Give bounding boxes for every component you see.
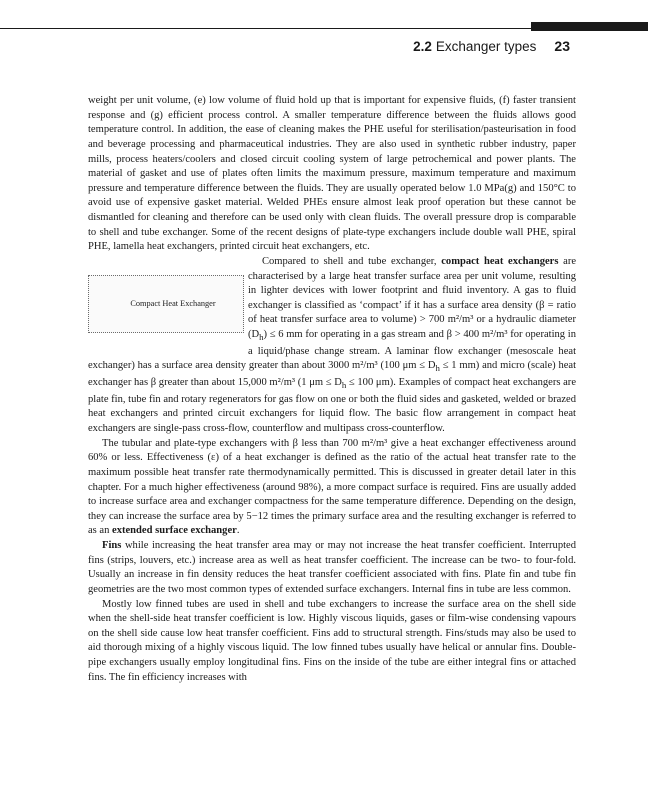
paragraph-finned-tubes: Mostly low finned tubes are used in shell and tube exchangers to increase the surface area on the shell side when the shell-side heat transfer coefficient is low. Highly viscous liquids, gases or film-wise condensing vapours on the shell side cause low heat transfer coefficient. Fins add to structural strength. Fins/studs may also be used to aid thorough mixing of a highly viscous liquid. The low finned tubes usually have helical or annular fins. Double-pipe exchangers usually employ longitudinal fins. Fins on the inside of the tube are either integral fins or attached fins. The fin efficiency increases with xyxy=(88,598,576,683)
paragraph-fins: Fins while increasing the heat transfer area may or may not increase the heat transfer coefficient. Interrupted fins (strips, louvers, etc.) increase area as well as heat transfer coefficient. The increase can be two- to four-fold. Usually an increase in fin density reduces the heat transfer coefficient associated with fins. Plate fin and tube fin geometries are the two most common types of extended surface exchangers. Internal fins in tube are less common. xyxy=(88,540,576,595)
paragraph: weight per unit volume, (e) low volume of fluid hold up that is important for expensive fluids, (f) faster transient response and (g) efficient process control. A smaller temperature difference between the fluids allows good temperature control. In addition, the ease of cleaning makes the PHE useful for sterilisation/pasteurisation in food and beverage processing and pharmaceutical industries. They are also used in synthetic rubber industry, paper mills, process heaters/coolers and closed circuit cooling system of large petrochemical and power plants. The material of gasket and use of plates often limits the maximum pressure, maximum temperature and maximum pressure and temperature difference between the fluids. They are usually operated below 1.0 MPa(g) and 150°C to avoid use of expensive gasket material. Welded PHEs ensure almost leak proof operation but these cannot be dismantled for cleaning and therefore can be used only with clean fluids. The overall pressure drop is comparable to shell and tube exchanger. Some of the recent designs of plate-type exchangers include double wall PHE, spiral PHE, lamella heat exchangers, printed circuit heat exchangers, etc. xyxy=(88,95,576,253)
section-number: 2.2 xyxy=(413,39,432,54)
running-head xyxy=(413,37,570,55)
term-compact-heat-exchangers: compact heat exchangers xyxy=(441,255,559,267)
paragraph-effectiveness: The tubular and plate-type exchangers with β less than 700 m²/m³ give a heat exchanger effectiveness around 60% or less. Effectiveness (ε) of a heat exchanger is defined as the ratio of the actual heat transfer rate to the maximum possible heat transfer rate thermodynamically permitted. This is discussed in greater detail later in this chapter. For a much higher effectiveness (around 98%), a more compact surface is required. Fins are usually added to increase surface area and exchanger compactness for the same temperature difference. Depending on the design, they can increase the surface area by 5−12 times the primary surface area and the resulting exchanger is referred to as an extended surface exchanger. xyxy=(88,437,576,537)
header-rule xyxy=(0,22,648,31)
paragraph-compact: Compared to shell and tube exchanger, compact heat exchangers Compact Heat Exchanger are characterised by a large heat transfer surface area per unit volume, resulting in lighter devices with lower footprint and fluid inventory. A gas to fluid exchanger is classified as ‘compact’ if it has a surface area density (β = ratio of heat transfer surface area to volume) > 700 m²/m³ or a hydraulic diameter $(D_h) \le 6$ mm for operating in a gas stream and β > 400 m²/m³ for operating in a liquid/phase change stream. A laminar flow exchanger (mesoscale heat exchanger) has a surface area density greater than about 3000 m²/m³ (100 $\mu m \le D_h \le 1$ mm) and micro (scale) heat exchanger has β greater than about 15,000 m²/m³ (1 $\mu m \le D_h \le 100$ μm). Examples of compact heat exchangers are plate fin, tube fin and rotary regenerators for gas flow on one or both the fluid sides and gasketed, welded or brazed heat exchangers and printed circuit exchangers for liquid flow. The basic flow arrangement in compact heat exchangers are single-pass cross-flow, counterflow and multipass cross-counterflow. xyxy=(88,255,577,435)
header-tab xyxy=(531,22,648,31)
figure-placeholder xyxy=(88,255,243,359)
term-fins: Fins xyxy=(102,540,122,552)
section-title: Exchanger types xyxy=(435,39,537,54)
body-text xyxy=(88,94,576,685)
term-extended-surface-exchanger: extended surface exchanger xyxy=(112,525,237,537)
figure-label: Compact Heat Exchanger xyxy=(88,275,244,333)
page-number: 23 xyxy=(554,38,570,54)
